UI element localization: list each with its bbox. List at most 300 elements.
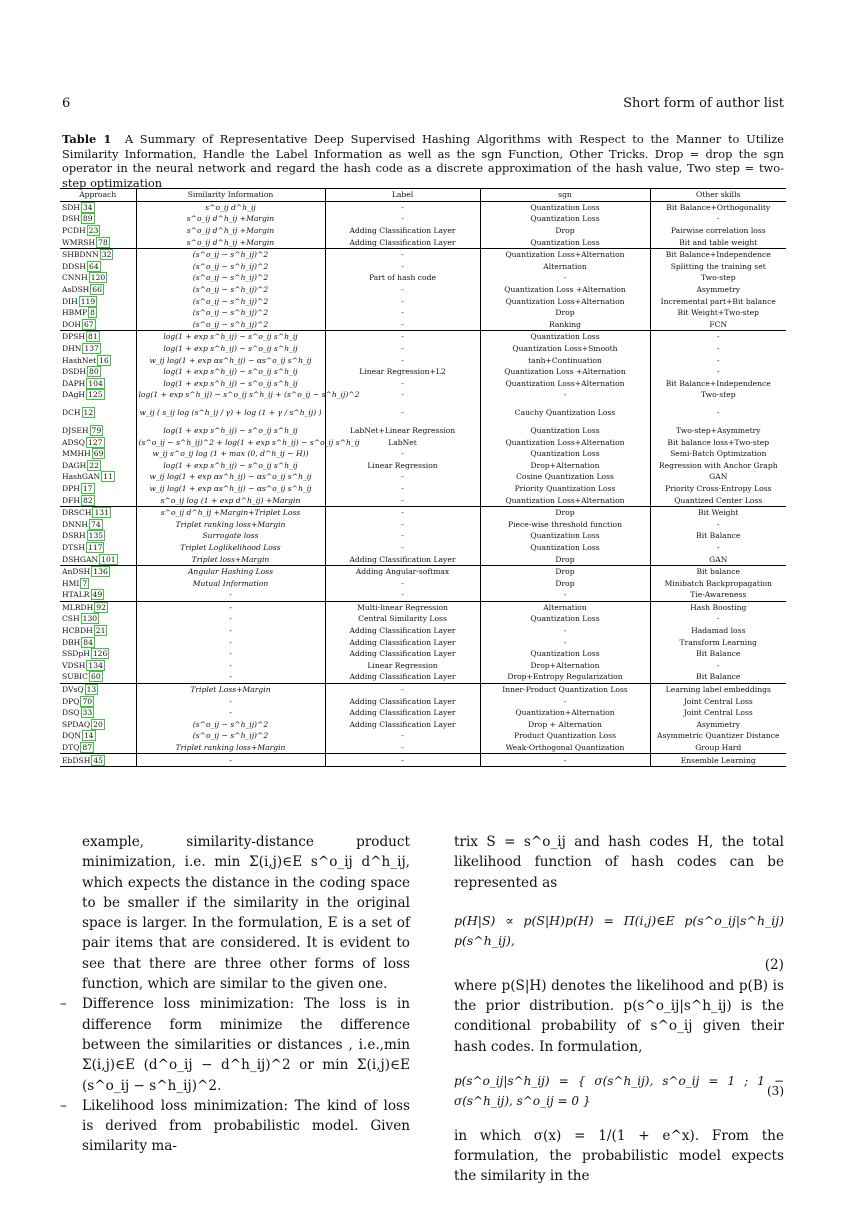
table-row: [60, 719, 786, 731]
citation-link[interactable]: 33: [82, 708, 93, 718]
cell-approach: [60, 307, 136, 319]
cell-label: -: [325, 201, 480, 213]
cell-label: -: [325, 742, 480, 754]
cell-label: Multi-linear Regression: [325, 601, 480, 613]
table-row: [60, 378, 786, 390]
table-row: [60, 261, 786, 273]
cell-similarity: -: [136, 625, 325, 637]
cell-other-skills: -: [650, 331, 786, 343]
cell-label: -: [325, 389, 480, 401]
method-name: MLRDH: [62, 602, 94, 612]
cell-other-skills: Joint Central Loss: [683, 696, 753, 706]
citation-link[interactable]: 127: [88, 437, 103, 447]
cell-label: Adding Angular-softmax: [325, 565, 480, 577]
method-name: SUBIC: [62, 672, 88, 682]
cell-similarity: Triplet ranking loss+Margin: [136, 518, 325, 530]
citation-link[interactable]: 120: [90, 273, 106, 283]
cell-other-skills: Bit balance loss+Two-step: [667, 437, 770, 447]
cell-sgn: Quantization Loss: [480, 201, 650, 213]
table-row: [60, 518, 786, 530]
method-name: DSRH: [62, 531, 86, 541]
cell-label: -: [325, 506, 480, 518]
table-row: [60, 625, 786, 637]
citation-link[interactable]: 21: [95, 626, 106, 636]
cell-sgn: -: [480, 589, 650, 601]
cell-approach: [60, 272, 136, 284]
cell-other-skills: Bit Balance+Independence: [665, 378, 771, 388]
cell-similarity: -: [136, 754, 325, 767]
cell-other-skills: Regression with Anchor Graph: [658, 460, 778, 470]
cell-approach: [60, 719, 136, 731]
cell-similarity: -: [136, 695, 325, 707]
citation-link[interactable]: 135: [88, 531, 104, 541]
cell-approach: [60, 683, 136, 695]
cell-approach: [60, 436, 136, 448]
equation-body: p(s^o_ij|s^h_ij) = { σ(s^h_ij), s^o_ij = 1 ; 1 − σ(s^h_ij), s^o_ij = 0 }: [454, 1073, 784, 1109]
cell-similarity: w_ij log(1 + exp αs^h_ij) − αs^o_ij s^h_ij: [136, 354, 325, 366]
cell-sgn: Product Quantization Loss: [480, 730, 650, 742]
equation-body: p(H|S) ∝ p(S|H)p(H) = Π(i,j)∈E p(s^o_ij|s^h_ij) p(s^h_ij),: [454, 912, 784, 949]
cell-sgn: -: [480, 754, 650, 767]
cell-similarity: log(1 + exp s^h_ij) − s^o_ij s^h_ij: [136, 425, 325, 437]
method-name: AsDSH: [62, 285, 90, 295]
table-row: [60, 272, 786, 284]
cell-other-skills: Ensemble Learning: [650, 754, 786, 767]
cell-similarity: (s^o_ij − s^h_ij)^2: [136, 730, 325, 742]
citation-link[interactable]: 131: [94, 508, 109, 518]
cell-approach: [60, 553, 136, 565]
method-name: DDSH: [62, 261, 87, 271]
citation-link[interactable]: 104: [88, 378, 103, 388]
method-name: HashGAN: [62, 472, 101, 482]
cell-approach: [60, 695, 136, 707]
method-name: DHN: [62, 344, 82, 354]
header-approach: Approach: [60, 189, 136, 202]
table-row: [60, 613, 786, 625]
table-row: [60, 213, 786, 225]
method-name: DPSH: [62, 332, 86, 342]
cell-sgn: Cosine Quantization Loss: [480, 471, 650, 483]
cell-label: LabNet+Linear Regression: [325, 425, 480, 437]
cell-label: -: [325, 261, 480, 273]
citation-link[interactable]: 70: [82, 696, 93, 706]
method-name: EbDSH: [62, 755, 91, 765]
table-row: [60, 331, 786, 343]
cell-approach: [60, 201, 136, 213]
cell-label: -: [325, 448, 480, 460]
cell-approach: [60, 518, 136, 530]
table-row: [60, 284, 786, 296]
citation-link[interactable]: 66: [92, 285, 102, 295]
citation-link[interactable]: 87: [82, 743, 93, 753]
method-name: DIH: [62, 296, 78, 306]
cell-sgn: Quantization Loss+Smooth: [480, 343, 650, 355]
cell-other-skills: Splitting the training set: [670, 261, 766, 271]
cell-label: LabNet: [325, 436, 480, 448]
cell-other-skills: GAN: [709, 554, 728, 564]
method-name: HTALR: [62, 590, 90, 600]
cell-label: -: [325, 331, 480, 343]
table-row: [60, 201, 786, 213]
cell-sgn: Ranking: [480, 319, 650, 331]
cell-sgn: Cauchy Quantization Loss: [480, 401, 650, 425]
cell-approach: [60, 366, 136, 378]
cell-similarity: log(1 + exp s^h_ij) − s^o_ij s^h_ij + (s^o_ij − s^h_ij)^2: [136, 389, 325, 401]
method-name: DAGH: [62, 460, 87, 470]
cell-sgn: -: [480, 636, 650, 648]
cell-similarity: -: [136, 589, 325, 601]
dash-bullet: –: [60, 1097, 67, 1114]
table-row: [60, 683, 786, 695]
citation-link[interactable]: 81: [88, 332, 98, 342]
cell-sgn: Quantization Loss: [480, 331, 650, 343]
table-row: [60, 660, 786, 672]
method-name: DCH: [62, 408, 81, 418]
cell-sgn: -: [480, 389, 650, 401]
citation-link[interactable]: 89: [82, 214, 93, 224]
citation-link[interactable]: 125: [88, 390, 103, 400]
citation-link[interactable]: 126: [92, 649, 108, 659]
cell-similarity: s^o_ij d^h_ij: [136, 201, 325, 213]
cell-similarity: w_ij ( s_ij log (s^h_ij / γ) + log (1 + γ / s^h_ij) ): [136, 401, 325, 425]
cell-approach: [60, 577, 136, 589]
paragraph: where p(S|H) denotes the likelihood and p(B) is the prior distribution. p(s^o_ij|s^h_ij) is the conditional probability of s^o_ij given their hash codes. In formulation,: [454, 977, 784, 1055]
equation-2: [454, 911, 784, 952]
cell-similarity: -: [136, 613, 325, 625]
cell-approach: [60, 483, 136, 495]
table-row: [60, 730, 786, 742]
citation-link[interactable]: 117: [87, 542, 103, 552]
method-name: SPDAQ: [62, 719, 91, 729]
cell-approach: [60, 494, 136, 506]
citation-link[interactable]: 60: [91, 672, 101, 682]
method-name: DSH: [62, 214, 80, 224]
citation-link[interactable]: 101: [101, 554, 116, 564]
cell-sgn: tanh+Continuation: [480, 354, 650, 366]
citation-link[interactable]: 78: [98, 237, 108, 247]
method-name: DAPH: [62, 378, 86, 388]
table-row: [60, 319, 786, 331]
left-text-column: [60, 832, 410, 1157]
method-name: AnDSH: [62, 567, 91, 577]
method-name: MMHH: [62, 449, 91, 459]
citation-link[interactable]: 7: [82, 578, 88, 588]
cell-label: Adding Classification Layer: [325, 225, 480, 237]
cell-other-skills: -: [716, 519, 720, 529]
method-name: PCDH: [62, 226, 86, 236]
cell-similarity: s^o_ij log (1 + exp d^h_ij) +Margin: [136, 494, 325, 506]
method-name: CNNH: [62, 273, 88, 283]
cell-approach: [60, 378, 136, 390]
cell-similarity: (s^o_ij − s^h_ij)^2 + log(1 + exp s^h_ij) − s^o_ij s^h_ij: [136, 436, 325, 448]
cell-other-skills: Asymmetry: [696, 285, 741, 295]
cell-sgn: Quantization Loss+Alternation: [480, 494, 650, 506]
cell-label: -: [325, 471, 480, 483]
cell-approach: [60, 754, 136, 767]
paragraph: trix S = s^o_ij and hash codes H, the total likelihood function of hash codes can be represented as: [454, 834, 784, 891]
cell-label: Central Similarity Loss: [325, 613, 480, 625]
equation-number: (3): [767, 1084, 784, 1099]
cell-approach: [60, 284, 136, 296]
cell-other-skills: Bit and table weight: [679, 237, 758, 247]
table-row: [60, 754, 786, 767]
cell-sgn: Drop: [480, 307, 650, 319]
cell-other-skills: Bit Balance: [696, 672, 741, 682]
method-name: DPH: [62, 483, 80, 493]
cell-similarity: -: [136, 601, 325, 613]
cell-similarity: (s^o_ij − s^h_ij)^2: [136, 261, 325, 273]
cell-similarity: Mutual Information: [136, 577, 325, 589]
cell-similarity: s^o_ij d^h_ij +Margin: [136, 213, 325, 225]
cell-label: Adding Classification Layer: [325, 636, 480, 648]
cell-label: -: [325, 530, 480, 542]
list-item-text: Difference loss minimization: The loss is in difference form minimize the difference between the similarities or distances , i.e.,min Σ(i,j)∈E (d^o_ij − d^h_ij)^2 or min Σ(i,j)∈E (s^o_ij − s^h_ij)^2.: [82, 996, 410, 1094]
cell-label: -: [325, 589, 480, 601]
cell-sgn: Quantization+Alternation: [480, 707, 650, 719]
citation-link[interactable]: 8: [90, 308, 95, 318]
cell-sgn: Piece-wise threshold function: [480, 518, 650, 530]
list-item-text: Likelihood loss minimization: The kind of loss is derived from probabilistic model. Given similarity ma-: [82, 1097, 410, 1155]
table-row: [60, 248, 786, 260]
cell-sgn: Priority Quantization Loss: [480, 483, 650, 495]
cell-label: Linear Regression+L2: [325, 366, 480, 378]
cell-label: -: [325, 295, 480, 307]
cell-label: -: [325, 730, 480, 742]
table-row: [60, 577, 786, 589]
citation-link[interactable]: 84: [83, 637, 93, 647]
cell-approach: [60, 730, 136, 742]
method-name: DBH: [62, 637, 81, 647]
cell-other-skills: Quantized Center Loss: [674, 495, 763, 505]
table-row: [60, 366, 786, 378]
citation-link[interactable]: 13: [86, 685, 97, 695]
cell-approach: [60, 261, 136, 273]
citation-link[interactable]: 32: [101, 250, 112, 260]
cell-similarity: Surrogate loss: [136, 530, 325, 542]
cell-label: Adding Classification Layer: [325, 236, 480, 248]
cell-approach: [60, 471, 136, 483]
cell-other-skills: Group Hard: [695, 743, 742, 753]
list-item: [60, 1096, 410, 1157]
cell-approach: [60, 625, 136, 637]
cell-sgn: Quantization Loss: [480, 448, 650, 460]
citation-link[interactable]: 92: [96, 602, 106, 612]
cell-sgn: Quantization Loss: [480, 530, 650, 542]
method-name: WMRSH: [62, 237, 96, 247]
table-row: [60, 648, 786, 660]
cell-other-skills: -: [716, 614, 720, 624]
citation-link[interactable]: 16: [99, 355, 109, 365]
cell-other-skills: -: [716, 408, 720, 418]
method-name: DPQ: [62, 696, 80, 706]
citation-link[interactable]: 17: [82, 483, 93, 493]
cell-other-skills: Priority Cross-Entropy Loss: [664, 483, 772, 493]
table-row: [60, 448, 786, 460]
cell-label: Linear Regression: [325, 459, 480, 471]
cell-sgn: Quantization Loss+Alternation: [480, 378, 650, 390]
citation-link[interactable]: 130: [82, 614, 98, 624]
cell-similarity: s^o_ij d^h_ij +Margin: [136, 236, 325, 248]
cell-approach: [60, 331, 136, 343]
citation-link[interactable]: 67: [83, 319, 94, 329]
cell-approach: [60, 648, 136, 660]
table-row: [60, 671, 786, 683]
method-name: HMI: [62, 578, 80, 588]
cell-similarity: (s^o_ij − s^h_ij)^2: [136, 319, 325, 331]
table-body: [60, 201, 786, 766]
cell-sgn: Drop: [480, 506, 650, 518]
citation-link[interactable]: 12: [83, 408, 94, 418]
cell-sgn: Quantization Loss: [480, 425, 650, 437]
method-name: DSDH: [62, 367, 87, 377]
cell-other-skills: Incremental part+Bit balance: [660, 296, 776, 306]
table-row: [60, 354, 786, 366]
table-row: [60, 553, 786, 565]
citation-link[interactable]: 64: [89, 261, 99, 271]
method-name: ADSQ: [62, 437, 86, 447]
citation-link[interactable]: 137: [84, 344, 99, 354]
citation-link[interactable]: 22: [89, 460, 99, 470]
citation-link[interactable]: 134: [88, 660, 103, 670]
cell-approach: [60, 401, 136, 425]
citation-link[interactable]: 20: [93, 719, 103, 729]
citation-link[interactable]: 82: [82, 495, 93, 505]
cell-label: Adding Classification Layer: [325, 648, 480, 660]
cell-label: Adding Classification Layer: [325, 707, 480, 719]
citation-link[interactable]: 80: [89, 367, 99, 377]
method-name: DTSH: [62, 542, 85, 552]
citation-link[interactable]: 11: [103, 472, 113, 482]
cell-approach: [60, 295, 136, 307]
cell-other-skills: -: [716, 542, 720, 552]
table-row: [60, 425, 786, 437]
cell-sgn: Quantization Loss+Alternation: [480, 436, 650, 448]
cell-sgn: Quantization Loss +Alternation: [480, 284, 650, 296]
cell-other-skills: Two-step: [700, 390, 736, 400]
cell-label: Adding Classification Layer: [325, 625, 480, 637]
cell-similarity: -: [136, 648, 325, 660]
citation-link[interactable]: 74: [91, 519, 101, 529]
cell-label: -: [325, 378, 480, 390]
citation-link[interactable]: 119: [80, 296, 96, 306]
cell-similarity: Angular Hashing Loss: [136, 565, 325, 577]
table-row: [60, 389, 786, 401]
method-name: HCBDH: [62, 626, 93, 636]
cell-other-skills: Learning label embeddings: [650, 683, 786, 695]
cell-approach: [60, 213, 136, 225]
cell-similarity: (s^o_ij − s^h_ij)^2: [136, 307, 325, 319]
cell-approach: [60, 343, 136, 355]
cell-approach: [60, 425, 136, 437]
method-name: DSQ: [62, 708, 80, 718]
cell-sgn: Drop: [480, 565, 650, 577]
citation-link[interactable]: 45: [93, 755, 103, 765]
summary-table: [60, 188, 786, 767]
cell-similarity: log(1 + exp s^h_ij) − s^o_ij s^h_ij: [136, 331, 325, 343]
header-sgn: sgn: [480, 189, 650, 202]
citation-link[interactable]: 14: [83, 731, 94, 741]
cell-label: -: [325, 284, 480, 296]
table-caption: [62, 132, 784, 190]
citation-link[interactable]: 136: [93, 567, 108, 577]
citation-link[interactable]: 49: [92, 590, 103, 600]
cell-similarity: -: [136, 671, 325, 683]
cell-other-skills: Bit Balance: [696, 649, 741, 659]
table-header-row: [60, 189, 786, 202]
cell-sgn: Alternation: [480, 601, 650, 613]
cell-sgn: Quantization Loss: [480, 613, 650, 625]
cell-approach: [60, 707, 136, 719]
table-row: [60, 483, 786, 495]
cell-label: -: [325, 213, 480, 225]
cell-approach: [60, 236, 136, 248]
cell-label: -: [325, 319, 480, 331]
cell-other-skills: Transform Learning: [679, 637, 757, 647]
cell-similarity: log(1 + exp s^h_ij) − s^o_ij s^h_ij: [136, 366, 325, 378]
citation-link[interactable]: 34: [82, 202, 93, 212]
method-name: DQN: [62, 731, 81, 741]
cell-sgn: Quantization Loss: [480, 213, 650, 225]
header-other-skills: Other skills: [650, 189, 786, 202]
cell-approach: [60, 225, 136, 237]
cell-sgn: Drop + Alternation: [480, 719, 650, 731]
table-row: [60, 225, 786, 237]
cell-sgn: Drop: [480, 553, 650, 565]
citation-link[interactable]: 79: [91, 425, 102, 435]
table-row: [60, 636, 786, 648]
cell-other-skills: Pairwise correlation loss: [670, 226, 766, 236]
cell-other-skills: -: [716, 355, 720, 365]
cell-similarity: (s^o_ij − s^h_ij)^2: [136, 284, 325, 296]
cell-similarity: w_ij log(1 + exp αs^h_ij) − αs^o_ij s^h_ij: [136, 483, 325, 495]
table-row: [60, 307, 786, 319]
dash-bullet: –: [60, 996, 67, 1013]
cell-approach: [60, 601, 136, 613]
cell-approach: [60, 660, 136, 672]
cell-sgn: Quantization Loss+Alternation: [480, 295, 650, 307]
method-name: DSHGAN: [62, 554, 99, 564]
cell-other-skills: FCN: [709, 319, 728, 329]
cell-sgn: Quantization Loss +Alternation: [480, 366, 650, 378]
cell-other-skills: Bit balance: [650, 565, 786, 577]
page-number: 6: [62, 96, 71, 111]
caption-label: Table 1: [62, 132, 112, 146]
cell-other-skills: -: [716, 660, 720, 670]
method-name: DRSCH: [62, 508, 92, 518]
cell-sgn: -: [480, 695, 650, 707]
method-name: DVsQ: [62, 685, 84, 695]
cell-similarity: -: [136, 660, 325, 672]
table-row: [60, 494, 786, 506]
cell-other-skills: Joint Central Loss: [683, 708, 753, 718]
table-row: [60, 601, 786, 613]
cell-label: -: [325, 542, 480, 554]
table-row: [60, 530, 786, 542]
cell-label: -: [325, 683, 480, 695]
cell-label: -: [325, 248, 480, 260]
cell-label: Part of hash code: [325, 272, 480, 284]
table-row: [60, 236, 786, 248]
citation-link[interactable]: 23: [88, 226, 99, 236]
cell-similarity: s^o_ij d^h_ij +Margin+Triplet Loss: [136, 506, 325, 518]
cell-similarity: (s^o_ij − s^h_ij)^2: [136, 295, 325, 307]
citation-link[interactable]: 69: [93, 449, 104, 459]
cell-similarity: Triplet Loglikelihood Loss: [136, 542, 325, 554]
method-name: DNNH: [62, 519, 88, 529]
cell-sgn: Drop: [480, 577, 650, 589]
cell-other-skills: Hash Boosting: [650, 601, 786, 613]
cell-label: -: [325, 577, 480, 589]
